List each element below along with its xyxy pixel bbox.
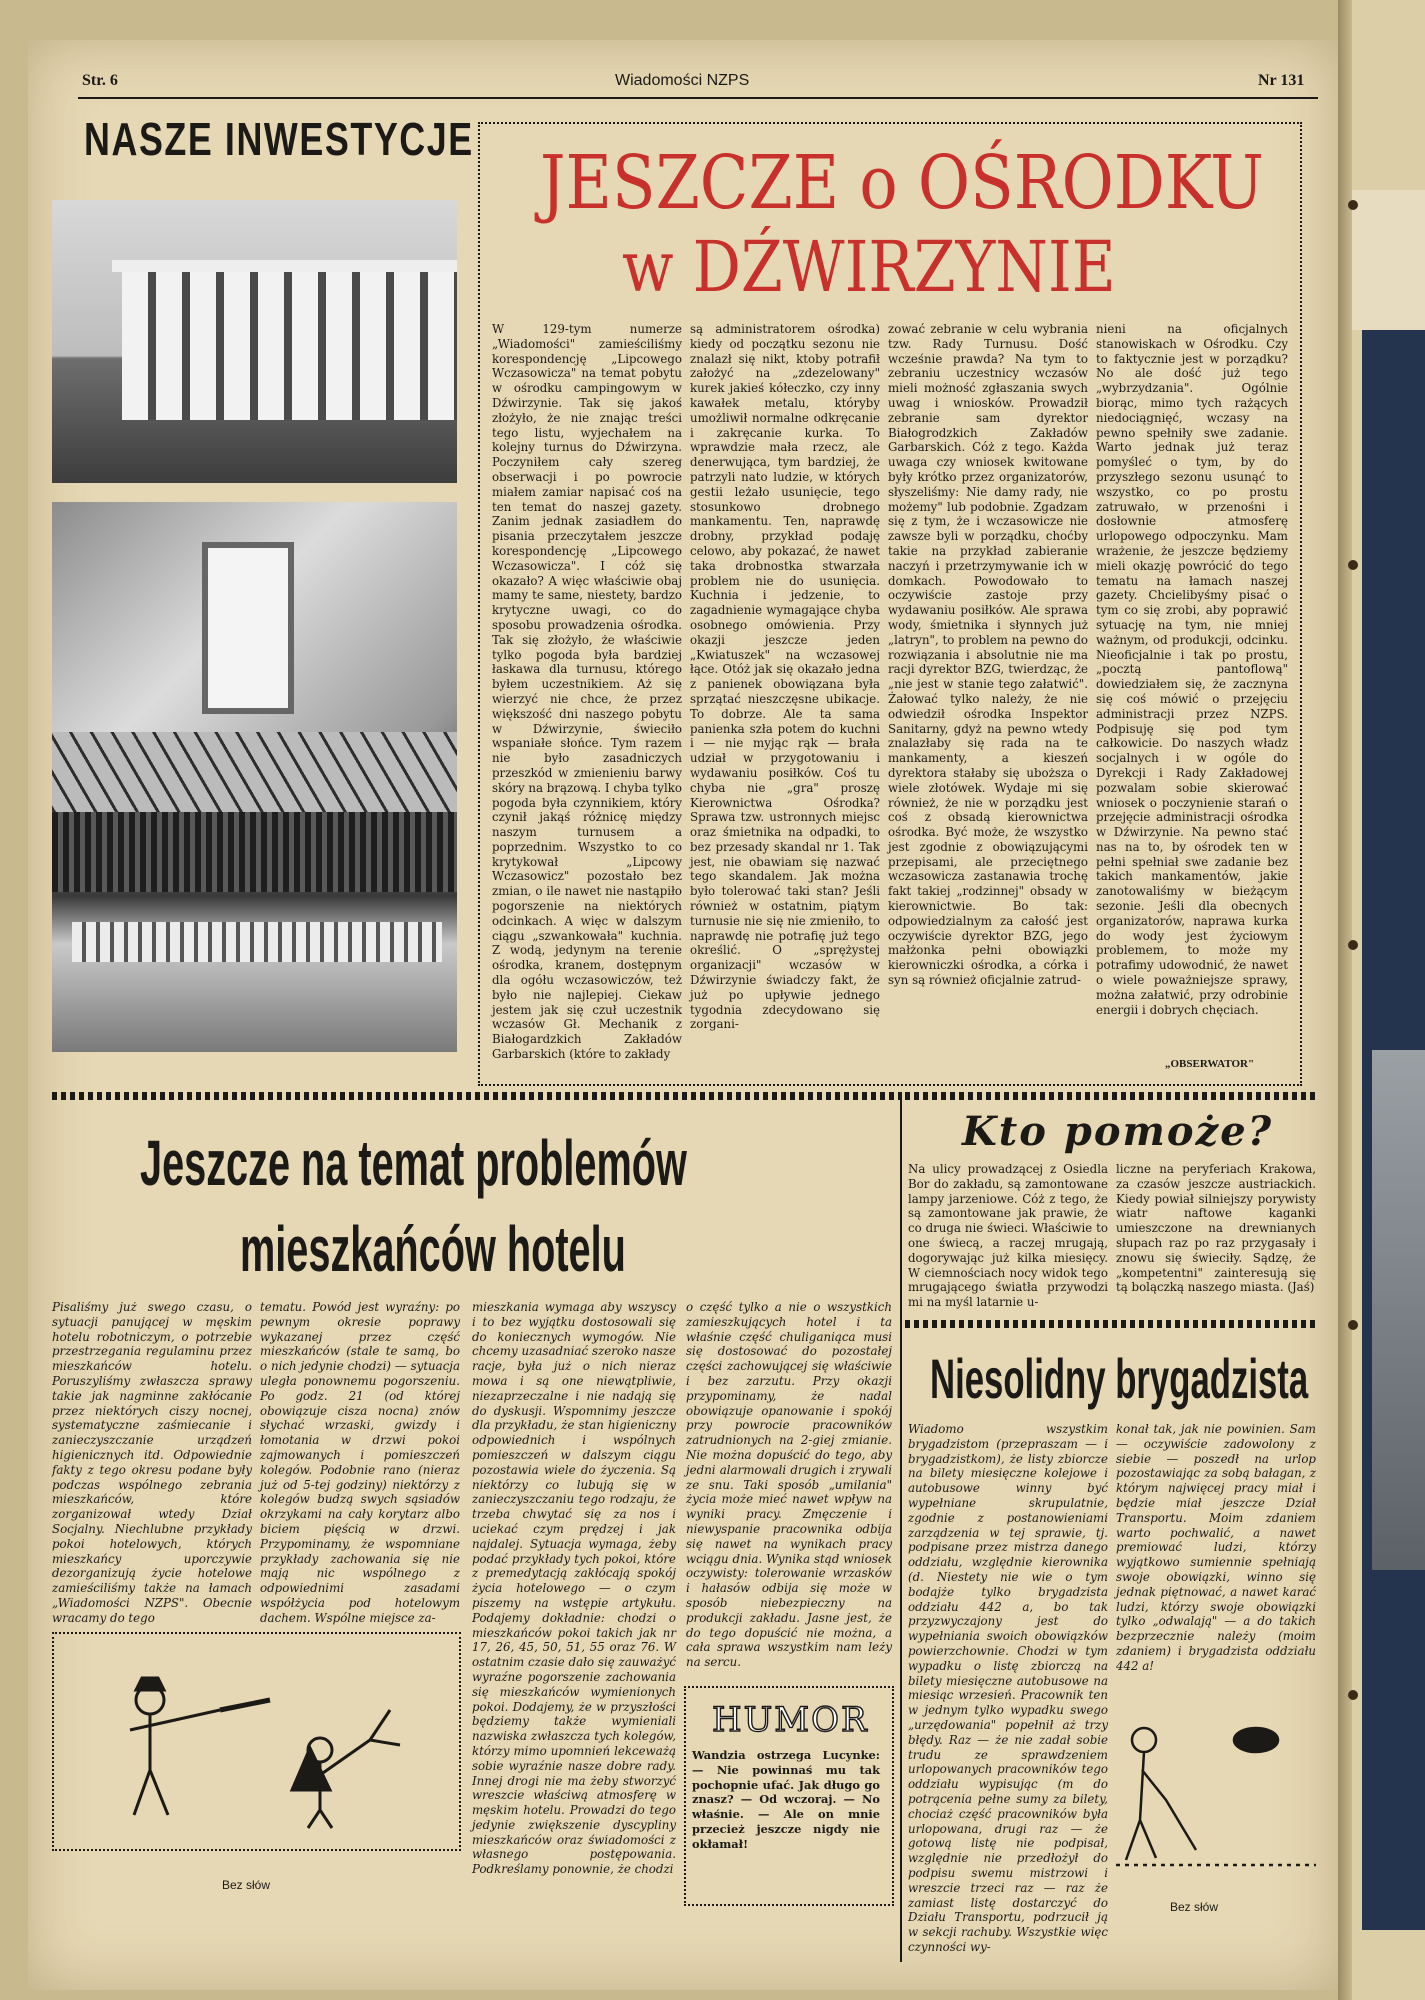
photo-interior: [52, 502, 457, 847]
humor-title: HUMOR: [712, 1700, 869, 1740]
brygadzista-col-1: Wiadomo wszystkim brygadzistom (przepraszam — i brygadzistkom), że listy zbiorcze na bilety miesięczne kolejowe i autobusowe winny być wypełniane skrupulatnie, zgodnie z postanowieniami zarządzenia w tej sprawie, tj. podpisane przez mistrza danego oddziału, względnie kierownika (d. Niestety nie wie o tym bodajże tylko brygadzista oddziału 442 a, bo tak przyzwyczajony jest do wypełniania swoich obowiązków powierzchownie. Chodzi w tym wypadku o listę zbiorczą na bilety miesięczne autobusowe na miesiąc wrzesień. Pracownik ten w jednym tylko wypadku swego „urzędowania" popełnił aż trzy błędy. Raz — że nie zadał sobie trudu ze sprawdzeniem urlopowanych pracowników tego oddziału wypisując (m do potrącenia pełne sumy za bilety, chociaż część pracowników była urlopowana, drugi raz — że gotową listę nie podpisał, względnie nie przedłożył do podpisu swemu mistrzowi i wreszcie trzeci raz — raz że zamiast listę dostarczyć do Działu Transportu, podrzucił ją w sekcji rachuby. Wszystkie więc czynności wy-: [908, 1422, 1108, 1954]
cartoon-caption: Bez słów: [222, 1878, 271, 1892]
adjacent-page-heading: [1352, 190, 1425, 330]
section-divider: [905, 1320, 1315, 1328]
section-divider: [52, 1092, 902, 1100]
hotel-col-1: Pisaliśmy już swego czasu, o sytuacji panującej w męskim hotelu robotniczym, o potrzebie przestrzegania regulaminu przez mieszkańców hotelu. Poruszyliśmy zwłaszcza sprawy takie jak nagminne zakłócanie przez niektórych ciszy nocnej, systematyczne zaśmiecanie i zanieczyszczanie urządzeń higienicznych itd. Odpowiednie fakty z tego okresu podane były podczas wspólnego zebrania mieszkańców, które zorganizował wtedy Dział Socjalny. Niechlubne przykłady pokoi hotelowych, których mieszkańcy uporczywie dezorganizują życie hotelowe zamieściliśmy także na łamach „Wiadomości NZPS". Obecnie wracamy do tego: [52, 1300, 252, 1625]
ktopomoze-col-1: Na ulicy prowadzącej z Osiedla Bor do zakładu, są zamontowane lampy jarzeniowe. Cóż z tego, że są zamontowane jak prawie, że co druga nie świeci. Właściwie to one świecą, a raczej mrugają, dogorywając już kilka miesięcy. W ciemnościach nocy widok tego mrugającego światła przywodzi mi na myśl latarnie u-: [908, 1162, 1108, 1310]
osrodek-col-1: W 129-tym numerze „Wiadomości" zamieściliśmy korespondencję „Lipcowego Wczasowicza" na temat pobytu w ośrodku campingowym w Dźwirzynie. Tak się jakoś złożyło, że nie znając treści tego listu, wyjechałem na kolejny turnus do Dźwirzyna. Poczyniłem cały szereg obserwacji i po powrocie miałem zamiar napisać coś na ten temat do naszej gazety. Zanim jednak zasiadłem do pisania przeczytałem jeszcze korespondencję „Lipcowego Wczasowicza". I cóż się okazało? A więc właściwie obaj mamy te same, niestety, bardzo krytyczne uwagi, co do sposobu prowadzenia ośrodka. Tak się złożyło, że właściwie tylko pogoda była bardziej łaskawa dla turnusu, którego byłem uczestnikiem. Aż się wierzyć nie chce, że przez większość dni naszego pobytu w Dźwirzynie, świeciło wspaniałe słońce. Tym razem nie było zasadniczych przeszkód w zmienieniu barwy skóry na brązową. I chyba tylko pogoda była czynnikiem, który czynił jakąś różnicę między naszym turnusem a poprzednim. Wszystko to co krytykował „Lipcowy Wczasowicz" pozostało bez zmian, o ile nawet nie nastąpiło pogorszenie na niektórych odcinkach. A więc w dalszym ciągu „szwankowała" kuchnia. Z wodą, jedynym na terenie ośrodka, kranem, dostępnym dla ogółu wczasowiczów, też było nie najlepiej. Ciekaw jestem jak się czuł uczestnik wczasów Gł. Mechanik z Białogardzkich Zakładów Garbarskich (które to zakłady: [492, 322, 682, 1062]
ktopomoze-title: Kto pomoże?: [962, 1108, 1274, 1155]
humor-body: Wandzia ostrzega Lucynke: — Nie powinnaś mu tak pochopnie ufać. Jak długo go znasz? — Od wczoraj. — No właśnie. — Ale on mnie przecież jeszcze nigdy nie okłamał!: [692, 1748, 880, 1851]
hotel-title-line2: mieszkańców hotelu: [240, 1213, 626, 1285]
ktopomoze-col-2: liczne na peryferiach Krakowa, za czasów jeszcze austriackich. Kiedy powiał silniejszy porywisty wiatr naftowe kaganki umieszczone na drewnianych słupach raz po raz przygasały i znowu się świeciły. Sądzę, że „kompetentni" zainteresują się tą bolączką naszego miasta. (Jaś): [1116, 1162, 1316, 1295]
cartoon-walker-illustration: [1116, 1700, 1316, 1880]
osrodek-title-line1: JESZCZE o OŚRODKU: [540, 140, 1264, 226]
hotel-col-3: mieszkania wymaga aby wszyscy i to bez wyjątku dostosowali się do koniecznych wymogów. Nie chcemy uzasadniać szeroko nasze racje, była już o nich nieraz mowa i są one niewątpliwie, niezaprzeczalne i nie nadają się do dyskusji. Wspomnimy jeszcze dla przykładu, że stan higieniczny odpowiednich i wspólnych pomieszczeń w dalszym ciągu pozostawia wiele do życzenia. Są niektórzy co lubują się w zanieczyszczaniu tego rodzaju, że trzeba chwytać się za nos i uciekać czym prędzej i jak najdalej. Sytuacja wymaga, żeby podać przykłady tych pokoi, które z premedytacją zakłócają spokój życia hotelowego — o czym piszemy na wstępie artykułu. Podajemy dokładnie: chodzi o mieszkańców pokoi takich jak nr 17, 26, 45, 50, 51, 55 oraz 76. W ostatnim czasie dało się zauważyć wyraźne pogorszenie zachowania się mieszkańców wymienionych pokoi. Dodajemy, że w przyszłości będziemy także wymieniali nazwiska zwłaszcza tych kolegów, którzy mimo upomnień lekceważą sobie wyraźnie nasze dobre rady. Innej drogi nie ma żeby stworzyć wreszcie właściwą atmosferę w męskim hotelu. Prowadzi do tego jedynie zwiększenie dyscypliny mieszkańców oraz świadomości z własnego postępowania. Podkreślamy ponownie, że chodzi: [472, 1300, 676, 1877]
page-number: Str. 6: [82, 72, 118, 89]
stitch: [1348, 1690, 1358, 1700]
brygadzista-title: Niesolidny brygadzista: [930, 1347, 1309, 1410]
brygadzista-cartoon-caption: Bez słów: [1170, 1900, 1219, 1914]
osrodek-signature: „OBSERWATOR": [1165, 1058, 1255, 1070]
adjacent-page-strip: [1352, 0, 1425, 2000]
stitch: [1348, 940, 1358, 950]
photo-building: [52, 200, 457, 483]
stitch: [1348, 200, 1358, 210]
binding-edge: [1338, 0, 1352, 2000]
brygadzista-col-2: konał tak, jak nie powinien. Sam — oczywiście zadowolony z siebie — poszedł na urlop pozostawiając za sobą bałagan, z którym najwięcej pracy miał i będzie miał jeszcze Dział Transportu. Moim zdaniem warto pochwalić, a nawet premiować ludzi, którzy wyjątkowo sumiennie spełniają swoje obowiązki, winno się jednak piętnować, a nawet karać ludzi, którzy swoje obowiązki tylko „odwalają" — a do takich bezprzecznie należy (moim zdaniem) i brygadzista oddziału 442 a!: [1116, 1422, 1316, 1673]
stitch: [1348, 1320, 1358, 1330]
osrodek-title-line2: w DŹWIRZYNIE: [622, 226, 1116, 308]
osrodek-col-2: są administratorem ośrodka) kiedy od początku sezonu nie znalazł się nikt, ktoby potrafił założyć na „zdezelowany" kurek jakieś kółeczko, czy inny kawałek metalu, któryby umożliwił normalne odkręcanie i zakręcanie kurka. To wprawdzie mała rzecz, ale denerwująca, tym bardziej, że patrzyli nato ludzie, w których gestii leżało usunięcie, tego stosunkowo drobnego mankamentu. Ten, naprawdę drobny, przykład podaję celowo, aby pokazać, że nawet taka drobnostka stwarzała problem nie do usunięcia. Kuchnia i jedzenie, to zagadnienie wymagające chyba osobnego omówienia. Przy okazji jeszcze jeden „Kwiatuszek" na wczasowej łące. Otóż jak się okazało jedna z panienek obowiązana była sprzątać nieszczęsne ubikacje. To dobrze. Ale ta sama panienka szła potem do kuchni i — nie myjąc rąk — brała udział w przygotowaniu i wydawaniu posiłków. Coś tu chyba nie „gra" proszę Kierownictwa Ośrodka? Sprawa tzw. ustronnych miejsc oraz śmietnika na odpadki, to bez przesady skandal nr 1. Tak jest, nie obawiam się nazwać tego skandalem. Jak można było tolerować taki stan? Jeśli również w ostatnim, piątym turnusie nie się nie zmieniło, to naprawdę nie potrafię już tego określić. O „sprężystej organizacji" wczasów w Dźwirzynie świadczy fakt, że już po upływie jednego tygodnia zdecydowano się zorgani-: [690, 322, 880, 1032]
osrodek-col-3: zować zebranie w celu wybrania tzw. Rady Turnusu. Dość wcześnie prawda? Na tym to zebraniu uczestnicy wczasów mieli możność zgłaszania swych uwag i wniosków. Prowadził zebranie sam dyrektor Białogrodzkich Zakładów Garbarskich. Cóż z tego. Każda uwaga czy wniosek kwitowane były krótko przez organizatorów, słyszeliśmy: Nie damy rady, nie możemy" lub podobnie. Zgadzam się z tym, że i wczasowicze nie zawsze byli w porządku, choćby takie na przykład zabieranie naczyń i przetrzymywanie ich w domkach. Powodowało to oczywiście zastoje przy wydawaniu posiłków. Ale sprawa wody, śmietnika i słynnych już „latryn", to problem na pewno do rozwiązania i absolutnie nie ma racji dyrektor BZG, twierdząc, że „nie jest w stanie tego załatwić". Żałować tylko należy, że nie odwiedził ośrodka Inspektor Sanitarny, gdyż na pewno wtedy znalazłaby się rada na te mankamenty, a kieszeń dyrektora stałaby się uboższa o wiele złotówek. Wydaje mi się również, że nie w porządku jest coś z obsadą kierownictwa ośrodka. Być może, że wszystko jest zgodnie z obowiązującymi przepisami, ale przeciętnego wczasowicza zastanawia trochę fakt takiej „rodzinnej" obsady w kierownictwie. Bo tak: odpowiedzialnym za całość jest oczywiście dyrektor BZG, jego małżonka pełni obowiązki kierowniczki ośrodka, a córka i syn są również oficjalnie zatrud-: [888, 322, 1088, 988]
photo-construction: [52, 812, 457, 1052]
hotel-col-2: tematu. Powód jest wyraźny: po pewnym okresie poprawy wykazanej przez część mieszkańców (stale te samą, bo o nich jedynie chodzi) — sytuacja uległa ponownemu pogorszeniu. Po godz. 21 (od której obowiązuje cisza nocna) znów słychać wrzaski, gwizdy i łomotania w drzwi pokoi zajmowanych i pomieszczeń kolegów. Podobnie rano (nieraz już od 5-tej godziny) niektórzy z kolegów budzą swych sąsiadów okrzykami na cały korytarz albo biciem pięścią w drzwi. Przypominamy, że wspomniane przykłady zachowania się nie mają nic wspólnego z odpowiednimi zasadami współżycia pod hotelowym dachem. Wspólne miejsce za-: [260, 1300, 460, 1625]
column-divider: [900, 1092, 902, 1962]
inwestycje-title: NASZE INWESTYCJE: [84, 113, 474, 165]
header-rule: [78, 97, 1318, 99]
adjacent-page-photo: [1372, 1050, 1425, 1570]
hotel-title-line1: Jeszcze na temat problemów: [140, 1127, 687, 1199]
issue-number: Nr 131: [1258, 72, 1305, 89]
paper-name: Wiadomości NZPS: [615, 72, 750, 89]
osrodek-col-4: nieni na oficjalnych stanowiskach w Ośrodku. Czy to faktycznie jest w porządku? No ale dość już tego „wybrzydzania". Ogólnie biorąc, mimo tych rażących niedociągnięć, wczasy na pewno spełniły swe zadanie. Warto jednak już teraz pomyśleć o tym, by do przyszłego sezonu usunąć to wszystko, co po prostu zatruwało, w przenośni i dosłownie atmosferę urlopowego odpoczynku. Mam wrażenie, że jeszcze będziemy mieli okazję powrócić do tego tematu na łamach naszej gazety. Chcielibyśmy pisać o tym co się zrobi, aby poprawić sytuację na tym, nie mniej ważnym, od produkcji, odcinku. Nieoficjalnie i tak po prostu, „pocztą pantoflową" dowiedziałem się, że zacznyna się coś mówić o przejęciu administracji przez NZPS. Podpisuję się pod tym całkowicie. Do naszych władz socjalnych i w ogóle do Dyrekcji i Rady Zakładowej pozwalam sobie skierować wniosek o poczynienie starań o przejęcie administracji ośrodka w Dźwirzynie. Na pewno stać nas na to, by ośrodek ten w pełni spełniał swe zadanie bez takich mankamentów, jakie zanotowaliśmy w bieżącym sezonie. Jeśli dla obecnych organizatorów, naprawa kurka do wody jest życiowym problemem, to może my potrafimy udowodnić, że nawet o wiele poważniejsze sprawy, można załatwić, przy odrobinie energii i dobrych chęciach.: [1096, 322, 1288, 1017]
cartoon-hunters-illustration: [70, 1650, 430, 1830]
hotel-col-4: o część tylko a nie o wszystkich zamieszkujących hotel i ta właśnie część chuliganiąca musi się dostosować do pozostałej części zachowującej się właściwie i bez zarzutu. Przy okazji przypominamy, że nadal obowiązuje opanowanie i spokój przy powrocie pracowników zatrudnionych na 2-giej zmianie. Nie można dopuścić do tego, aby jedni alarmowali drugich i zrywali ze snu. Taki sposób „umilania" życia może mieć nawet wpływ na wyniki pracy. Zmęczenie i niewyspanie pracownika odbija się nawet na wynikach pracy wciągu dnia. Wynika stąd wniosek oczywisty: tolerowanie wrzasków i hałasów odbija się może w sposób niebezpieczny na produkcji zakładu. Jasne jest, że do tego dopuścić nie można, a cała sprawa wszystkim nam leży na sercu.: [686, 1300, 892, 1670]
stitch: [1348, 560, 1358, 570]
section-divider: [905, 1092, 1315, 1100]
